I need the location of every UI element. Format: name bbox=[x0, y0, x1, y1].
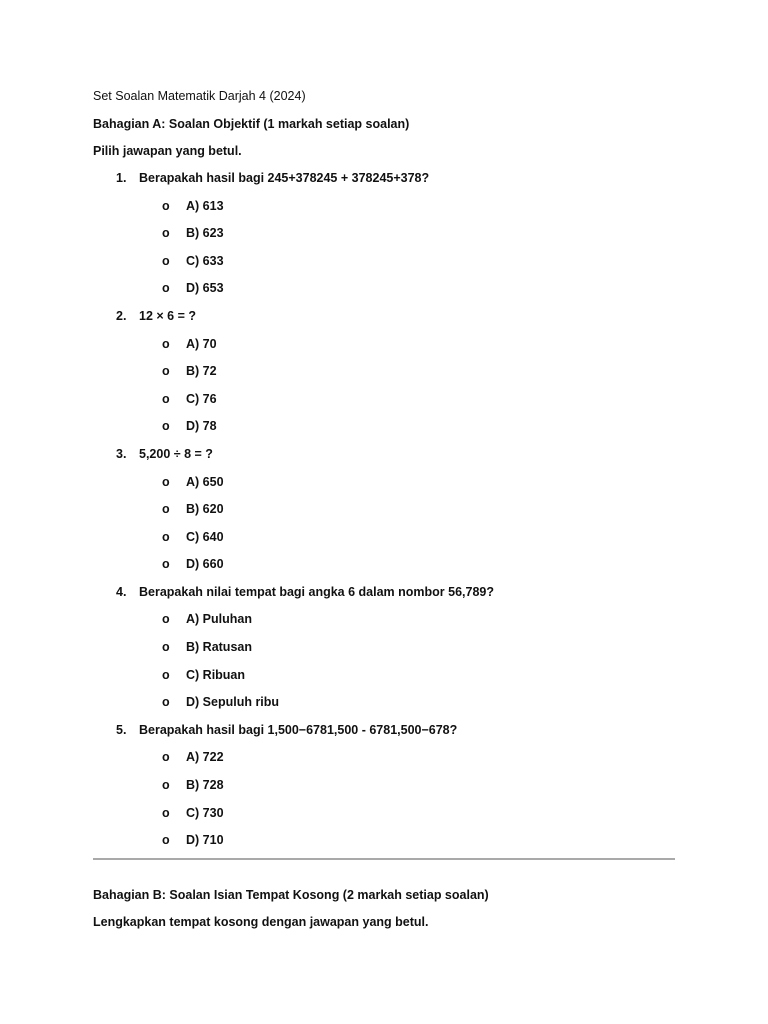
option-text: A) 650 bbox=[186, 475, 224, 489]
option-text: C) 730 bbox=[186, 806, 224, 820]
bullet-icon: o bbox=[162, 833, 170, 847]
option-text: D) 660 bbox=[186, 557, 224, 571]
horizontal-divider bbox=[93, 858, 675, 860]
option-text: B) Ratusan bbox=[186, 640, 252, 654]
bullet-icon: o bbox=[162, 612, 170, 626]
question-text: 12 × 6 = ? bbox=[139, 309, 196, 323]
section-b-heading: Bahagian B: Soalan Isian Tempat Kosong (2 markah setiap soalan) bbox=[93, 888, 489, 902]
section-a-instruction: Pilih jawapan yang betul. bbox=[93, 144, 242, 158]
option-text: A) 613 bbox=[186, 199, 224, 213]
bullet-icon: o bbox=[162, 226, 170, 240]
bullet-icon: o bbox=[162, 475, 170, 489]
bullet-icon: o bbox=[162, 750, 170, 764]
question-text: Berapakah hasil bagi 245+378245 + 378245+378? bbox=[139, 171, 430, 185]
option-text: B) 728 bbox=[186, 778, 224, 792]
option-text: D) 78 bbox=[186, 419, 217, 433]
question-number: 1. bbox=[116, 171, 127, 185]
section-b-instruction: Lengkapkan tempat kosong dengan jawapan yang betul. bbox=[93, 915, 429, 929]
bullet-icon: o bbox=[162, 364, 170, 378]
option-text: B) 620 bbox=[186, 502, 224, 516]
option-text: B) 72 bbox=[186, 364, 217, 378]
option-text: C) 76 bbox=[186, 392, 217, 406]
bullet-icon: o bbox=[162, 337, 170, 351]
question-number: 3. bbox=[116, 447, 127, 461]
option-text: A) 722 bbox=[186, 750, 224, 764]
bullet-icon: o bbox=[162, 778, 170, 792]
option-text: D) 653 bbox=[186, 281, 224, 295]
section-a-heading: Bahagian A: Soalan Objektif (1 markah setiap soalan) bbox=[93, 117, 410, 131]
bullet-icon: o bbox=[162, 557, 170, 571]
question-number: 2. bbox=[116, 309, 127, 323]
question-number: 4. bbox=[116, 585, 127, 599]
bullet-icon: o bbox=[162, 806, 170, 820]
option-text: C) 640 bbox=[186, 530, 224, 544]
bullet-icon: o bbox=[162, 281, 170, 295]
bullet-icon: o bbox=[162, 695, 170, 709]
option-text: D) Sepuluh ribu bbox=[186, 695, 280, 709]
option-text: D) 710 bbox=[186, 833, 224, 847]
option-text: C) Ribuan bbox=[186, 668, 246, 682]
bullet-icon: o bbox=[162, 254, 170, 268]
bullet-icon: o bbox=[162, 640, 170, 654]
bullet-icon: o bbox=[162, 199, 170, 213]
option-text: A) Puluhan bbox=[186, 612, 252, 626]
document-title: Set Soalan Matematik Darjah 4 (2024) bbox=[93, 89, 306, 103]
option-text: A) 70 bbox=[186, 337, 217, 351]
bullet-icon: o bbox=[162, 530, 170, 544]
bullet-icon: o bbox=[162, 502, 170, 516]
question-text: Berapakah nilai tempat bagi angka 6 dalam nombor 56,789? bbox=[139, 585, 494, 599]
option-text: B) 623 bbox=[186, 226, 224, 240]
bullet-icon: o bbox=[162, 392, 170, 406]
option-text: C) 633 bbox=[186, 254, 224, 268]
question-number: 5. bbox=[116, 723, 127, 737]
question-text: Berapakah hasil bagi 1,500−6781,500 - 6781,500−678? bbox=[139, 723, 458, 737]
bullet-icon: o bbox=[162, 419, 170, 433]
bullet-icon: o bbox=[162, 668, 170, 682]
question-text: 5,200 ÷ 8 = ? bbox=[139, 447, 213, 461]
